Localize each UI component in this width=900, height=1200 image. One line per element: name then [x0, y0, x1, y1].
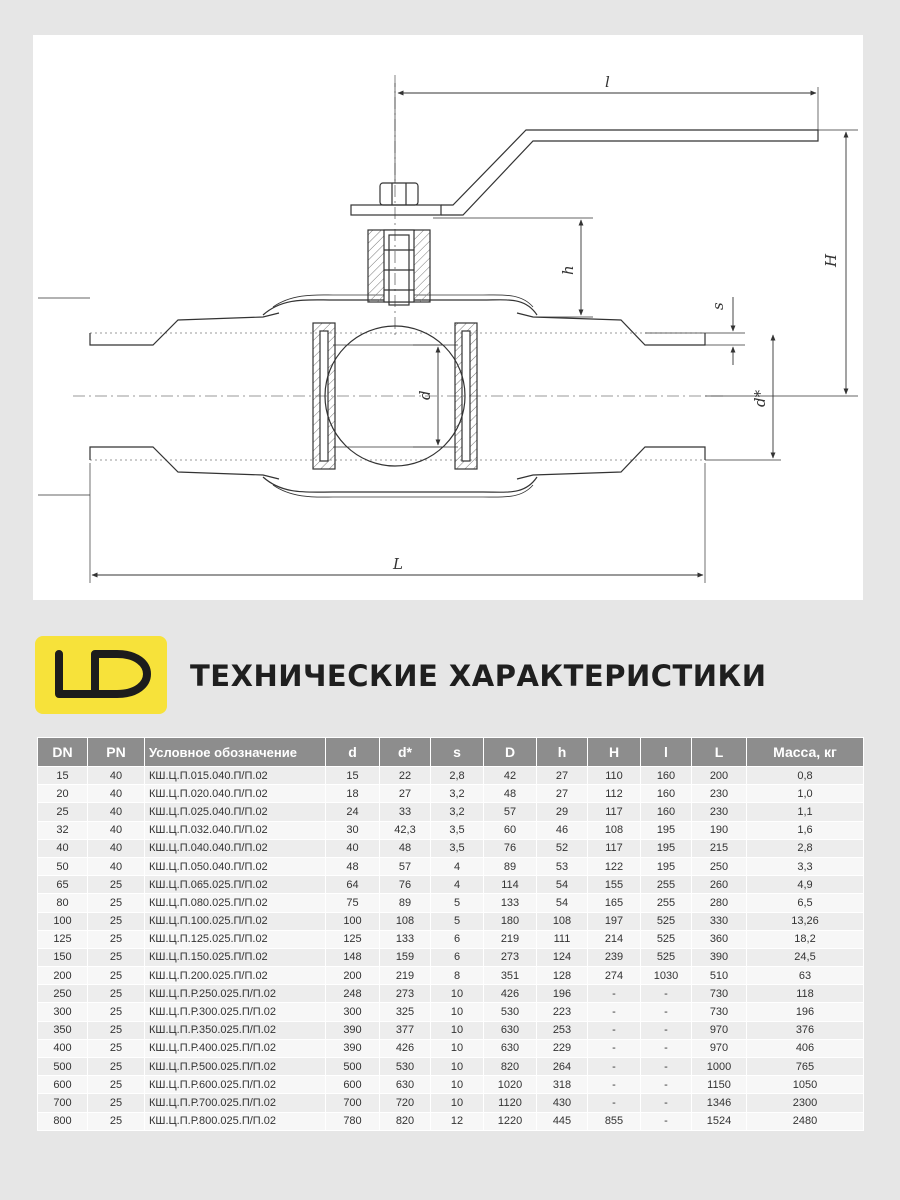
- dim-label-h: h: [559, 265, 577, 275]
- table-row: [38, 1003, 864, 1021]
- left-pipe-top: [90, 313, 279, 345]
- cell-mass: 3,3: [747, 857, 864, 875]
- cell-l: 160: [641, 803, 692, 821]
- cell-d: 700: [326, 1094, 380, 1112]
- table-row: [38, 1094, 864, 1112]
- stem-nut: [380, 183, 418, 205]
- cell-l: -: [641, 1076, 692, 1094]
- cell-D: 60: [484, 821, 537, 839]
- cell-D: 57: [484, 803, 537, 821]
- table-body: [38, 767, 864, 1131]
- cell-h: 54: [537, 876, 588, 894]
- cell-mass: 406: [747, 1039, 864, 1057]
- cell-mass: 765: [747, 1058, 864, 1076]
- cell-d: 48: [326, 857, 380, 875]
- cell-H: -: [588, 1094, 641, 1112]
- table-row: [38, 894, 864, 912]
- cell-d: 75: [326, 894, 380, 912]
- cell-mass: 196: [747, 1003, 864, 1021]
- cell-D: 273: [484, 948, 537, 966]
- cell-pn: 25: [88, 948, 145, 966]
- cell-pn: 40: [88, 803, 145, 821]
- cell-dn: 20: [38, 785, 88, 803]
- brand-logo: [35, 636, 167, 714]
- cell-d-star: 325: [380, 1003, 431, 1021]
- cell-d-star: 42,3: [380, 821, 431, 839]
- cell-s: 10: [431, 1039, 484, 1057]
- col-header-L: L: [692, 738, 747, 767]
- cell-d-star: 530: [380, 1058, 431, 1076]
- table-row: [38, 1112, 864, 1130]
- cell-dn: 15: [38, 767, 88, 785]
- cell-L: 250: [692, 857, 747, 875]
- cell-d-star: 108: [380, 912, 431, 930]
- col-header-dn: DN: [38, 738, 88, 767]
- cell-h: 128: [537, 967, 588, 985]
- cell-D: 180: [484, 912, 537, 930]
- cell-H: 239: [588, 948, 641, 966]
- cell-designation: КШ.Ц.П.Р.700.025.П/П.02: [145, 1094, 326, 1112]
- cell-designation: КШ.Ц.П.Р.500.025.П/П.02: [145, 1058, 326, 1076]
- cell-d-star: 630: [380, 1076, 431, 1094]
- cell-dn: 700: [38, 1094, 88, 1112]
- cell-mass: 6,5: [747, 894, 864, 912]
- cell-L: 230: [692, 803, 747, 821]
- cell-designation: КШ.Ц.П.Р.350.025.П/П.02: [145, 1021, 326, 1039]
- cell-s: 8: [431, 967, 484, 985]
- cell-H: 122: [588, 857, 641, 875]
- col-header-d: d: [326, 738, 380, 767]
- cell-L: 200: [692, 767, 747, 785]
- cell-pn: 40: [88, 839, 145, 857]
- table-row: [38, 912, 864, 930]
- cell-D: 1120: [484, 1094, 537, 1112]
- cell-s: 4: [431, 876, 484, 894]
- cell-d: 125: [326, 930, 380, 948]
- cell-H: 117: [588, 803, 641, 821]
- cell-dn: 125: [38, 930, 88, 948]
- cell-d-star: 33: [380, 803, 431, 821]
- cell-mass: 18,2: [747, 930, 864, 948]
- col-header-h: h: [537, 738, 588, 767]
- cell-designation: КШ.Ц.П.150.025.П/П.02: [145, 948, 326, 966]
- cell-dn: 65: [38, 876, 88, 894]
- cell-designation: КШ.Ц.П.020.040.П/П.02: [145, 785, 326, 803]
- cell-D: 89: [484, 857, 537, 875]
- cell-s: 10: [431, 1094, 484, 1112]
- cell-pn: 25: [88, 1058, 145, 1076]
- cell-designation: КШ.Ц.П.080.025.П/П.02: [145, 894, 326, 912]
- col-header-d-star: d*: [380, 738, 431, 767]
- cell-d: 390: [326, 1021, 380, 1039]
- cell-designation: КШ.Ц.П.065.025.П/П.02: [145, 876, 326, 894]
- cell-H: 117: [588, 839, 641, 857]
- cell-L: 970: [692, 1021, 747, 1039]
- cell-dn: 25: [38, 803, 88, 821]
- cell-H: 214: [588, 930, 641, 948]
- cell-h: 445: [537, 1112, 588, 1130]
- cell-h: 53: [537, 857, 588, 875]
- cell-l: 160: [641, 767, 692, 785]
- cell-h: 124: [537, 948, 588, 966]
- table-row: [38, 1076, 864, 1094]
- handle-lever: [441, 130, 818, 215]
- cell-h: 430: [537, 1094, 588, 1112]
- cell-designation: КШ.Ц.П.050.040.П/П.02: [145, 857, 326, 875]
- cell-s: 3,2: [431, 803, 484, 821]
- cell-pn: 25: [88, 912, 145, 930]
- cell-d: 100: [326, 912, 380, 930]
- table-row: [38, 967, 864, 985]
- cell-h: 264: [537, 1058, 588, 1076]
- cell-d-star: 720: [380, 1094, 431, 1112]
- cell-d: 248: [326, 985, 380, 1003]
- cell-l: 525: [641, 930, 692, 948]
- cell-D: 530: [484, 1003, 537, 1021]
- cell-mass: 2480: [747, 1112, 864, 1130]
- cell-H: -: [588, 1039, 641, 1057]
- cell-h: 108: [537, 912, 588, 930]
- cell-H: 165: [588, 894, 641, 912]
- cell-mass: 376: [747, 1021, 864, 1039]
- dim-label-d-star: d*: [751, 389, 769, 407]
- cell-D: 1220: [484, 1112, 537, 1130]
- cell-designation: КШ.Ц.П.Р.400.025.П/П.02: [145, 1039, 326, 1057]
- cell-h: 223: [537, 1003, 588, 1021]
- cell-pn: 40: [88, 767, 145, 785]
- cell-h: 253: [537, 1021, 588, 1039]
- cell-d: 148: [326, 948, 380, 966]
- cell-h: 111: [537, 930, 588, 948]
- valve-diagram: [33, 35, 863, 600]
- cell-D: 219: [484, 930, 537, 948]
- cell-designation: КШ.Ц.П.032.040.П/П.02: [145, 821, 326, 839]
- col-header-pn: PN: [88, 738, 145, 767]
- cell-d-star: 76: [380, 876, 431, 894]
- specifications-table: [37, 737, 864, 1131]
- cell-s: 10: [431, 1003, 484, 1021]
- cell-l: 195: [641, 821, 692, 839]
- cell-h: 54: [537, 894, 588, 912]
- cell-l: -: [641, 985, 692, 1003]
- cell-l: -: [641, 1003, 692, 1021]
- cell-s: 5: [431, 912, 484, 930]
- cell-designation: КШ.Ц.П.125.025.П/П.02: [145, 930, 326, 948]
- cell-designation: КШ.Ц.П.025.040.П/П.02: [145, 803, 326, 821]
- cell-d-star: 159: [380, 948, 431, 966]
- table-row: [38, 948, 864, 966]
- ld-logo-mark: [35, 636, 167, 714]
- cell-pn: 40: [88, 785, 145, 803]
- table-row: [38, 803, 864, 821]
- cell-s: 10: [431, 1058, 484, 1076]
- cell-D: 42: [484, 767, 537, 785]
- cell-h: 29: [537, 803, 588, 821]
- cell-H: 112: [588, 785, 641, 803]
- col-header-mass: Масса, кг: [747, 738, 864, 767]
- cell-h: 27: [537, 785, 588, 803]
- cell-d: 24: [326, 803, 380, 821]
- cell-s: 6: [431, 930, 484, 948]
- cell-mass: 1,0: [747, 785, 864, 803]
- cell-h: 229: [537, 1039, 588, 1057]
- cell-s: 3,2: [431, 785, 484, 803]
- cell-d-star: 57: [380, 857, 431, 875]
- cell-designation: КШ.Ц.П.Р.300.025.П/П.02: [145, 1003, 326, 1021]
- cell-l: -: [641, 1039, 692, 1057]
- cell-mass: 13,26: [747, 912, 864, 930]
- cell-s: 5: [431, 894, 484, 912]
- cell-d: 600: [326, 1076, 380, 1094]
- cell-L: 1346: [692, 1094, 747, 1112]
- cell-dn: 32: [38, 821, 88, 839]
- cell-H: -: [588, 1076, 641, 1094]
- dim-label-L: L: [393, 555, 403, 573]
- cell-L: 390: [692, 948, 747, 966]
- cell-d: 200: [326, 967, 380, 985]
- section-title: ТЕХНИЧЕСКИЕ ХАРАКТЕРИСТИКИ: [190, 659, 767, 693]
- cell-d: 780: [326, 1112, 380, 1130]
- cell-dn: 600: [38, 1076, 88, 1094]
- col-header-D: D: [484, 738, 537, 767]
- cell-h: 196: [537, 985, 588, 1003]
- cell-pn: 25: [88, 1039, 145, 1057]
- cell-L: 190: [692, 821, 747, 839]
- cell-dn: 400: [38, 1039, 88, 1057]
- right-pipe-top: [517, 313, 705, 345]
- cell-dn: 350: [38, 1021, 88, 1039]
- table-row: [38, 821, 864, 839]
- table-row: [38, 1058, 864, 1076]
- cell-pn: 25: [88, 1021, 145, 1039]
- cell-H: 197: [588, 912, 641, 930]
- table-row: [38, 985, 864, 1003]
- col-header-s: s: [431, 738, 484, 767]
- cell-H: 108: [588, 821, 641, 839]
- cell-pn: 25: [88, 876, 145, 894]
- cell-dn: 300: [38, 1003, 88, 1021]
- cell-d-star: 820: [380, 1112, 431, 1130]
- cell-d-star: 27: [380, 785, 431, 803]
- cell-dn: 800: [38, 1112, 88, 1130]
- cell-s: 12: [431, 1112, 484, 1130]
- cell-s: 3,5: [431, 821, 484, 839]
- cell-dn: 50: [38, 857, 88, 875]
- cell-h: 52: [537, 839, 588, 857]
- cell-s: 10: [431, 1076, 484, 1094]
- cell-designation: КШ.Ц.П.Р.600.025.П/П.02: [145, 1076, 326, 1094]
- cell-h: 27: [537, 767, 588, 785]
- cell-L: 215: [692, 839, 747, 857]
- col-header-H: H: [588, 738, 641, 767]
- cell-l: 255: [641, 876, 692, 894]
- cell-D: 48: [484, 785, 537, 803]
- cell-pn: 25: [88, 985, 145, 1003]
- col-header-designation: Условное обозначение: [145, 738, 326, 767]
- cell-d: 64: [326, 876, 380, 894]
- cell-pn: 25: [88, 1112, 145, 1130]
- cell-H: 155: [588, 876, 641, 894]
- cell-L: 230: [692, 785, 747, 803]
- cell-D: 133: [484, 894, 537, 912]
- cell-designation: КШ.Ц.П.040.040.П/П.02: [145, 839, 326, 857]
- table-row: [38, 857, 864, 875]
- cell-mass: 0,8: [747, 767, 864, 785]
- cell-pn: 25: [88, 1076, 145, 1094]
- cell-s: 6: [431, 948, 484, 966]
- cell-l: 1030: [641, 967, 692, 985]
- cell-s: 4: [431, 857, 484, 875]
- cell-mass: 1050: [747, 1076, 864, 1094]
- cell-designation: КШ.Ц.П.Р.250.025.П/П.02: [145, 985, 326, 1003]
- cell-H: -: [588, 1003, 641, 1021]
- cell-s: 3,5: [431, 839, 484, 857]
- cell-L: 1000: [692, 1058, 747, 1076]
- cell-l: 525: [641, 948, 692, 966]
- cell-H: -: [588, 1058, 641, 1076]
- cell-H: -: [588, 985, 641, 1003]
- cell-d: 300: [326, 1003, 380, 1021]
- cell-d-star: 89: [380, 894, 431, 912]
- cell-D: 820: [484, 1058, 537, 1076]
- dim-label-H: H: [822, 253, 840, 267]
- cell-d-star: 48: [380, 839, 431, 857]
- left-pipe-bottom: [90, 447, 279, 479]
- cell-dn: 100: [38, 912, 88, 930]
- cell-designation: КШ.Ц.П.200.025.П/П.02: [145, 967, 326, 985]
- cell-L: 1524: [692, 1112, 747, 1130]
- cell-D: 426: [484, 985, 537, 1003]
- table-row: [38, 876, 864, 894]
- cell-L: 510: [692, 967, 747, 985]
- cell-designation: КШ.Ц.П.Р.800.025.П/П.02: [145, 1112, 326, 1130]
- dim-label-l: l: [605, 73, 610, 91]
- cell-pn: 25: [88, 894, 145, 912]
- cell-L: 260: [692, 876, 747, 894]
- cell-l: -: [641, 1112, 692, 1130]
- cell-L: 280: [692, 894, 747, 912]
- cell-d-star: 426: [380, 1039, 431, 1057]
- cell-pn: 40: [88, 857, 145, 875]
- body-bottom: [263, 477, 537, 492]
- cell-D: 351: [484, 967, 537, 985]
- cell-H: 855: [588, 1112, 641, 1130]
- cell-H: 274: [588, 967, 641, 985]
- cell-d-star: 219: [380, 967, 431, 985]
- cell-d: 40: [326, 839, 380, 857]
- cell-d-star: 377: [380, 1021, 431, 1039]
- cell-dn: 150: [38, 948, 88, 966]
- cell-dn: 40: [38, 839, 88, 857]
- dim-label-d: d: [416, 390, 434, 400]
- cell-dn: 200: [38, 967, 88, 985]
- table-row: [38, 930, 864, 948]
- cell-D: 1020: [484, 1076, 537, 1094]
- cell-L: 730: [692, 1003, 747, 1021]
- cell-l: 160: [641, 785, 692, 803]
- cell-d: 15: [326, 767, 380, 785]
- cell-l: 195: [641, 857, 692, 875]
- cell-mass: 118: [747, 985, 864, 1003]
- cell-dn: 500: [38, 1058, 88, 1076]
- cell-l: -: [641, 1094, 692, 1112]
- col-header-l: l: [641, 738, 692, 767]
- cell-l: 525: [641, 912, 692, 930]
- cell-L: 1150: [692, 1076, 747, 1094]
- cell-H: 110: [588, 767, 641, 785]
- cell-d-star: 133: [380, 930, 431, 948]
- cell-L: 360: [692, 930, 747, 948]
- cell-l: 195: [641, 839, 692, 857]
- cell-d: 390: [326, 1039, 380, 1057]
- cell-D: 114: [484, 876, 537, 894]
- table-row: [38, 1021, 864, 1039]
- cell-pn: 25: [88, 967, 145, 985]
- cell-mass: 2300: [747, 1094, 864, 1112]
- cell-d: 18: [326, 785, 380, 803]
- right-pipe-bottom: [517, 447, 705, 479]
- cell-D: 76: [484, 839, 537, 857]
- cell-pn: 40: [88, 821, 145, 839]
- cell-d: 30: [326, 821, 380, 839]
- cell-designation: КШ.Ц.П.100.025.П/П.02: [145, 912, 326, 930]
- cell-D: 630: [484, 1021, 537, 1039]
- cell-mass: 24,5: [747, 948, 864, 966]
- cell-L: 730: [692, 985, 747, 1003]
- cell-dn: 80: [38, 894, 88, 912]
- table-row: [38, 1039, 864, 1057]
- cell-mass: 1,1: [747, 803, 864, 821]
- cell-l: 255: [641, 894, 692, 912]
- valve-drawing: [33, 35, 863, 600]
- cell-l: -: [641, 1058, 692, 1076]
- cell-mass: 4,9: [747, 876, 864, 894]
- cell-mass: 2,8: [747, 839, 864, 857]
- cell-designation: КШ.Ц.П.015.040.П/П.02: [145, 767, 326, 785]
- table-row: [38, 767, 864, 785]
- cell-d-star: 22: [380, 767, 431, 785]
- cell-pn: 25: [88, 1003, 145, 1021]
- cell-mass: 63: [747, 967, 864, 985]
- cell-L: 970: [692, 1039, 747, 1057]
- dim-label-s: s: [709, 302, 727, 310]
- cell-H: -: [588, 1021, 641, 1039]
- cell-mass: 1,6: [747, 821, 864, 839]
- cell-pn: 25: [88, 930, 145, 948]
- cell-L: 330: [692, 912, 747, 930]
- cell-s: 10: [431, 1021, 484, 1039]
- cell-d-star: 273: [380, 985, 431, 1003]
- cell-pn: 25: [88, 1094, 145, 1112]
- handle-base: [351, 205, 441, 215]
- cell-s: 2,8: [431, 767, 484, 785]
- cell-l: -: [641, 1021, 692, 1039]
- cell-dn: 250: [38, 985, 88, 1003]
- table-row: [38, 839, 864, 857]
- cell-s: 10: [431, 985, 484, 1003]
- cell-h: 318: [537, 1076, 588, 1094]
- cell-d: 500: [326, 1058, 380, 1076]
- cell-h: 46: [537, 821, 588, 839]
- table-row: [38, 785, 864, 803]
- cell-D: 630: [484, 1039, 537, 1057]
- table-header-row: [38, 738, 864, 767]
